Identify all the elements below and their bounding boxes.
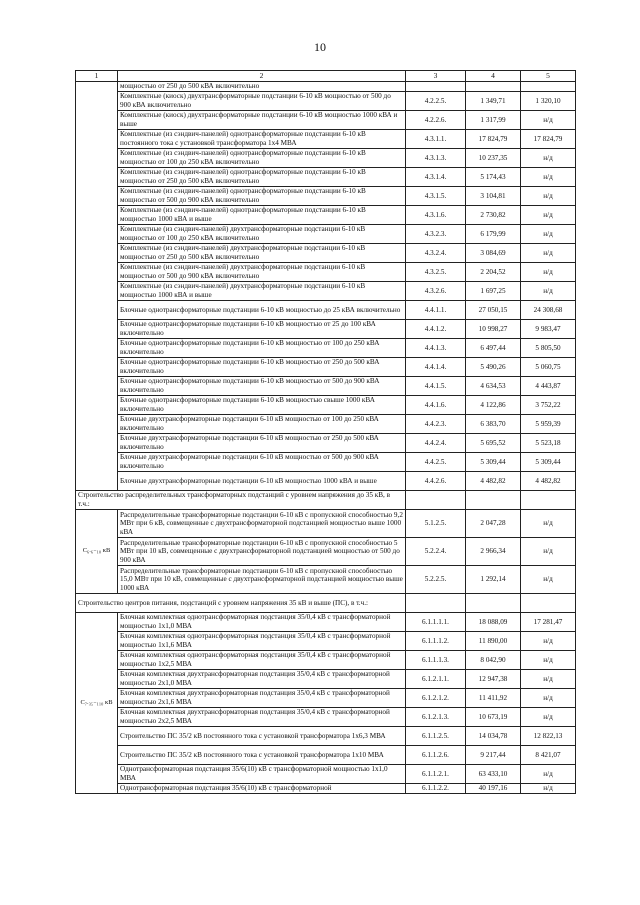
table-row <box>76 689 576 708</box>
value-cell: н/д <box>521 225 576 244</box>
value-cell: 11 411,92 <box>466 689 521 708</box>
description-cell: Блочные однотрансформаторные подстанции 6-10 кВ мощностью свыше 1000 кВА включительно <box>118 396 406 415</box>
table-row <box>76 727 576 746</box>
code-cell: 6.1.2.1.3. <box>406 708 466 727</box>
code-cell: 4.3.2.3. <box>406 225 466 244</box>
value-cell: 3 752,22 <box>521 396 576 415</box>
value-cell: 17 824,79 <box>466 130 521 149</box>
table-row <box>76 510 576 538</box>
table-row <box>76 92 576 111</box>
value-cell: н/д <box>521 632 576 651</box>
description-cell: Комплектные (из сэндвич-панелей) двухтрансформаторные подстанции 6-10 кВ мощностью 1000 кВА и выше <box>118 282 406 301</box>
value-cell: 17 281,47 <box>521 613 576 632</box>
value-cell: 5 695,52 <box>466 434 521 453</box>
table-row <box>76 377 576 396</box>
description-cell: Комплектные (из сэндвич-панелей) однотрансформаторные подстанции 6-10 кВ мощностью от 500 до 900 кВА включительно <box>118 187 406 206</box>
empty-cell <box>406 491 466 510</box>
header-cell: 3 <box>406 71 466 82</box>
value-cell: 6 497,44 <box>466 339 521 358</box>
code-cell: 6.1.1.2.6. <box>406 746 466 765</box>
page-number: 10 <box>314 40 326 54</box>
value-cell: 9 217,44 <box>466 746 521 765</box>
table-row <box>76 396 576 415</box>
value-cell: н/д <box>521 765 576 784</box>
table-row <box>76 765 576 784</box>
code-cell: 4.3.1.1. <box>406 130 466 149</box>
code-cell: 6.1.1.2.1. <box>406 765 466 784</box>
header-cell: 1 <box>76 71 118 82</box>
value-cell: н/д <box>521 149 576 168</box>
value-cell: 8 042,90 <box>466 651 521 670</box>
value-cell: 1 317,99 <box>466 111 521 130</box>
value-cell: 2 204,52 <box>466 263 521 282</box>
value-cell: 5 174,43 <box>466 168 521 187</box>
table-row <box>76 187 576 206</box>
description-cell: Блочные однотрансформаторные подстанции 6-10 кВ мощностью от 25 до 100 кВА включительно <box>118 320 406 339</box>
value-cell: н/д <box>521 187 576 206</box>
empty-cell <box>521 594 576 613</box>
table-body <box>76 71 576 794</box>
table-row <box>76 566 576 594</box>
code-cell: 5.2.2.5. <box>406 566 466 594</box>
description-cell: Блочная комплектная однотрансформаторная подстанция 35/0,4 кВ с трансформаторной мощностью 1х1,0 МВА <box>118 613 406 632</box>
section-header-row <box>76 491 576 510</box>
code-cell: 4.4.1.2. <box>406 320 466 339</box>
description-cell: Блочная комплектная однотрансформаторная подстанция 35/0,4 кВ с трансформаторной мощностью 1х1,6 МВА <box>118 632 406 651</box>
value-cell: 2 966,34 <box>466 538 521 566</box>
description-cell: Блочные однотрансформаторные подстанции 6-10 кВ мощностью до 25 кВА включительно <box>118 301 406 320</box>
description-cell: Блочные двухтрансформаторные подстанции 6-10 кВ мощностью от 100 до 250 кВА включительно <box>118 415 406 434</box>
description-cell: Однотрансформаторная подстанция 35/6(10) кВ с трансформаторной мощностью 1х1,0 МВА <box>118 765 406 784</box>
value-cell: н/д <box>521 282 576 301</box>
value-cell: 4 482,82 <box>521 472 576 491</box>
description-cell: Комплектные (из сэндвич-панелей) однотрансформаторные подстанции 6-10 кВ постоянного тока с установкой трансформатора 1х4 МВА <box>118 130 406 149</box>
table-row <box>76 632 576 651</box>
value-cell: 24 308,68 <box>521 301 576 320</box>
description-cell: Комплектные (из сэндвич-панелей) двухтрансформаторные подстанции 6-10 кВ мощностью от 500 до 900 кВА включительно <box>118 263 406 282</box>
table-row <box>76 320 576 339</box>
value-cell: 27 050,15 <box>466 301 521 320</box>
value-cell: 12 822,13 <box>521 727 576 746</box>
description-cell: Комплектные (киоск) двухтрансформаторные подстанции 6-10 кВ мощностью 1000 кВА и выше <box>118 111 406 130</box>
value-cell: 1 349,71 <box>466 92 521 111</box>
description-cell: Строительство ПС 35/2 кВ постоянного тока с установкой трансформатора 1х10 МВА <box>118 746 406 765</box>
code-cell: 6.1.1.1.1. <box>406 613 466 632</box>
value-cell: 5 060,75 <box>521 358 576 377</box>
value-cell: 6 383,70 <box>466 415 521 434</box>
description-cell: Однотрансформаторная подстанция 35/6(10) кВ с трансформаторной <box>118 784 406 794</box>
value-cell: 5 309,44 <box>521 453 576 472</box>
value-cell: 9 983,47 <box>521 320 576 339</box>
value-cell: н/д <box>521 244 576 263</box>
value-cell: 5 959,39 <box>521 415 576 434</box>
value-cell: 5 490,26 <box>466 358 521 377</box>
code-cell: 5.1.2.5. <box>406 510 466 538</box>
table-row <box>76 651 576 670</box>
section-title-cell: Строительство центров питания, подстанций с уровнем напряжения 35 кВ и выше (ПС), в т.ч.: <box>76 594 406 613</box>
code-cell: 5.2.2.4. <box>406 538 466 566</box>
value-cell: н/д <box>521 168 576 187</box>
code-cell: 4.4.1.5. <box>406 377 466 396</box>
description-cell: Блочные однотрансформаторные подстанции 6-10 кВ мощностью от 500 до 900 кВА включительно <box>118 377 406 396</box>
value-cell: 18 088,09 <box>466 613 521 632</box>
header-cell: 4 <box>466 71 521 82</box>
code-cell: 4.3.1.5. <box>406 187 466 206</box>
code-cell: 4.4.2.6. <box>406 472 466 491</box>
value-cell: 5 523,18 <box>521 434 576 453</box>
table-row <box>76 339 576 358</box>
description-cell: Блочные двухтрансформаторные подстанции 6-10 кВ мощностью 1000 кВА и выше <box>118 472 406 491</box>
tariff-table <box>75 70 576 794</box>
value-cell: 1 320,10 <box>521 92 576 111</box>
value-cell: 10 673,19 <box>466 708 521 727</box>
code-cell: 4.4.2.4. <box>406 434 466 453</box>
table-row <box>76 225 576 244</box>
code-cell: 4.3.2.6. <box>406 282 466 301</box>
header-cell: 5 <box>521 71 576 82</box>
value-cell: 10 237,35 <box>466 149 521 168</box>
value-cell: 1 697,25 <box>466 282 521 301</box>
value-cell: н/д <box>521 510 576 538</box>
section-title-cell: Строительство распределительных трансформаторных подстанций с уровнем напряжения до 35 кВ, в т.ч.: <box>76 491 406 510</box>
description-cell: Комплектные (из сэндвич-панелей) однотрансформаторные подстанции 6-10 кВ мощностью от 250 до 500 кВА включительно <box>118 168 406 187</box>
value-cell: 4 634,53 <box>466 377 521 396</box>
value-cell: 11 890,00 <box>466 632 521 651</box>
empty-cell <box>466 594 521 613</box>
code-cell <box>406 82 466 92</box>
table-row <box>76 472 576 491</box>
header-row <box>76 71 576 82</box>
code-cell: 4.3.1.4. <box>406 168 466 187</box>
value-cell: 4 443,87 <box>521 377 576 396</box>
code-cell: 4.4.1.6. <box>406 396 466 415</box>
description-cell: Блочные двухтрансформаторные подстанции 6-10 кВ мощностью от 250 до 500 кВА включительно <box>118 434 406 453</box>
table-row <box>76 538 576 566</box>
description-cell: мощностью от 250 до 500 кВА включительно <box>118 82 406 92</box>
value-cell: 3 104,81 <box>466 187 521 206</box>
value-cell: 17 824,79 <box>521 130 576 149</box>
description-cell: Распределительные трансформаторные подстанции 6-10 кВ с пропускной способностью 5 МВт при 10 кВ, совмещенные с двухтрансформаторной подстанцией мощностью от 500 до 900 кВА <box>118 538 406 566</box>
code-cell: 4.3.1.6. <box>406 206 466 225</box>
table-row <box>76 282 576 301</box>
value-cell: 3 084,69 <box>466 244 521 263</box>
code-cell: 4.4.2.5. <box>406 453 466 472</box>
table-row <box>76 708 576 727</box>
description-cell: Комплектные (из сэндвич-панелей) двухтрансформаторные подстанции 6-10 кВ мощностью от 250 до 500 кВА включительно <box>118 244 406 263</box>
value-cell: н/д <box>521 111 576 130</box>
value-cell: 63 433,10 <box>466 765 521 784</box>
description-cell: Блочная комплектная двухтрансформаторная подстанция 35/0,4 кВ с трансформаторной мощностью 2х1,6 МВА <box>118 689 406 708</box>
table-row <box>76 244 576 263</box>
code-cell: 6.1.1.1.2. <box>406 632 466 651</box>
table-row <box>76 168 576 187</box>
value-cell: н/д <box>521 670 576 689</box>
code-cell: 4.3.1.3. <box>406 149 466 168</box>
value-cell: 5 309,44 <box>466 453 521 472</box>
table-row <box>76 111 576 130</box>
description-cell: Комплектные (из сэндвич-панелей) однотрансформаторные подстанции 6-10 кВ мощностью 1000 кВА и выше <box>118 206 406 225</box>
empty-cell <box>406 594 466 613</box>
table-row <box>76 263 576 282</box>
section-header-row <box>76 594 576 613</box>
code-cell: 6.1.1.1.3. <box>406 651 466 670</box>
description-cell: Блочные однотрансформаторные подстанции 6-10 кВ мощностью от 250 до 500 кВА включительно <box>118 358 406 377</box>
table-row <box>76 301 576 320</box>
group-label-cell: C₆.₆₋₁₀ кВ <box>76 510 118 594</box>
description-cell: Комплектные (киоск) двухтрансформаторные подстанции 6-10 кВ мощностью от 500 до 900 кВА включительно <box>118 92 406 111</box>
description-cell: Блочные однотрансформаторные подстанции 6-10 кВ мощностью от 100 до 250 кВА включительно <box>118 339 406 358</box>
code-cell: 4.4.1.4. <box>406 358 466 377</box>
description-cell: Распределительные трансформаторные подстанции 6-10 кВ с пропускной способностью 9,2 МВт при 6 кВ, совмещенные с двухтрансформаторной подстанцией мощностью выше 1000 кВА <box>118 510 406 538</box>
value-cell: н/д <box>521 206 576 225</box>
value-cell: н/д <box>521 784 576 794</box>
value-cell: н/д <box>521 689 576 708</box>
value-cell: 10 998,27 <box>466 320 521 339</box>
code-cell: 4.4.2.3. <box>406 415 466 434</box>
value-cell: н/д <box>521 538 576 566</box>
table-row <box>76 434 576 453</box>
empty-cell <box>466 491 521 510</box>
description-cell: Блочная комплектная двухтрансформаторная подстанция 35/0,4 кВ с трансформаторной мощностью 2х2,5 МВА <box>118 708 406 727</box>
description-cell: Блочные двухтрансформаторные подстанции 6-10 кВ мощностью от 500 до 900 кВА включительно <box>118 453 406 472</box>
value-cell <box>466 82 521 92</box>
description-cell: Комплектные (из сэндвич-панелей) двухтрансформаторные подстанции 6-10 кВ мощностью от 100 до 250 кВА включительно <box>118 225 406 244</box>
description-cell: Блочная комплектная однотрансформаторная подстанция 35/0,4 кВ с трансформаторной мощностью 1х2,5 МВА <box>118 651 406 670</box>
code-cell: 6.1.2.1.1. <box>406 670 466 689</box>
code-cell: 6.1.2.1.2. <box>406 689 466 708</box>
group-label-cell <box>76 82 118 491</box>
group-label-cell: C₇.₃₅₋₁₁₀ кВ <box>76 613 118 794</box>
code-cell: 4.3.2.4. <box>406 244 466 263</box>
description-cell: Строительство ПС 35/2 кВ постоянного тока с установкой трансформатора 1х6,3 МВА <box>118 727 406 746</box>
value-cell: н/д <box>521 651 576 670</box>
code-cell: 4.2.2.5. <box>406 92 466 111</box>
header-cell: 2 <box>118 71 406 82</box>
table-row <box>76 746 576 765</box>
table-row <box>76 670 576 689</box>
value-cell: н/д <box>521 566 576 594</box>
value-cell: н/д <box>521 263 576 282</box>
value-cell: 5 805,50 <box>521 339 576 358</box>
value-cell: 14 034,78 <box>466 727 521 746</box>
value-cell: 12 947,38 <box>466 670 521 689</box>
value-cell: 1 292,14 <box>466 566 521 594</box>
code-cell: 4.3.2.5. <box>406 263 466 282</box>
value-cell: 40 197,16 <box>466 784 521 794</box>
code-cell: 4.2.2.6. <box>406 111 466 130</box>
table-row <box>76 206 576 225</box>
table-row <box>76 130 576 149</box>
value-cell: 8 421,07 <box>521 746 576 765</box>
table-row <box>76 415 576 434</box>
table-row <box>76 149 576 168</box>
table-row <box>76 453 576 472</box>
description-cell: Распределительные трансформаторные подстанции 6-10 кВ с пропускной способностью 15,0 МВт при 10 кВ, совмещенные с двухтрансформаторной подстанцией мощностью выше 1000 кВА <box>118 566 406 594</box>
value-cell: 2 730,82 <box>466 206 521 225</box>
value-cell <box>521 82 576 92</box>
empty-cell <box>521 491 576 510</box>
value-cell: 2 047,28 <box>466 510 521 538</box>
code-cell: 6.1.1.2.2. <box>406 784 466 794</box>
table-row <box>76 613 576 632</box>
description-cell: Блочная комплектная двухтрансформаторная подстанция 35/0,4 кВ с трансформаторной мощностью 2х1,0 МВА <box>118 670 406 689</box>
value-cell: н/д <box>521 708 576 727</box>
table-row <box>76 82 576 92</box>
value-cell: 4 482,82 <box>466 472 521 491</box>
code-cell: 6.1.1.2.5. <box>406 727 466 746</box>
table-row <box>76 358 576 377</box>
value-cell: 4 122,86 <box>466 396 521 415</box>
code-cell: 4.4.1.1. <box>406 301 466 320</box>
value-cell: 6 179,99 <box>466 225 521 244</box>
table-row <box>76 784 576 794</box>
description-cell: Комплектные (из сэндвич-панелей) однотрансформаторные подстанции 6-10 кВ мощностью от 100 до 250 кВА включительно <box>118 149 406 168</box>
code-cell: 4.4.1.3. <box>406 339 466 358</box>
